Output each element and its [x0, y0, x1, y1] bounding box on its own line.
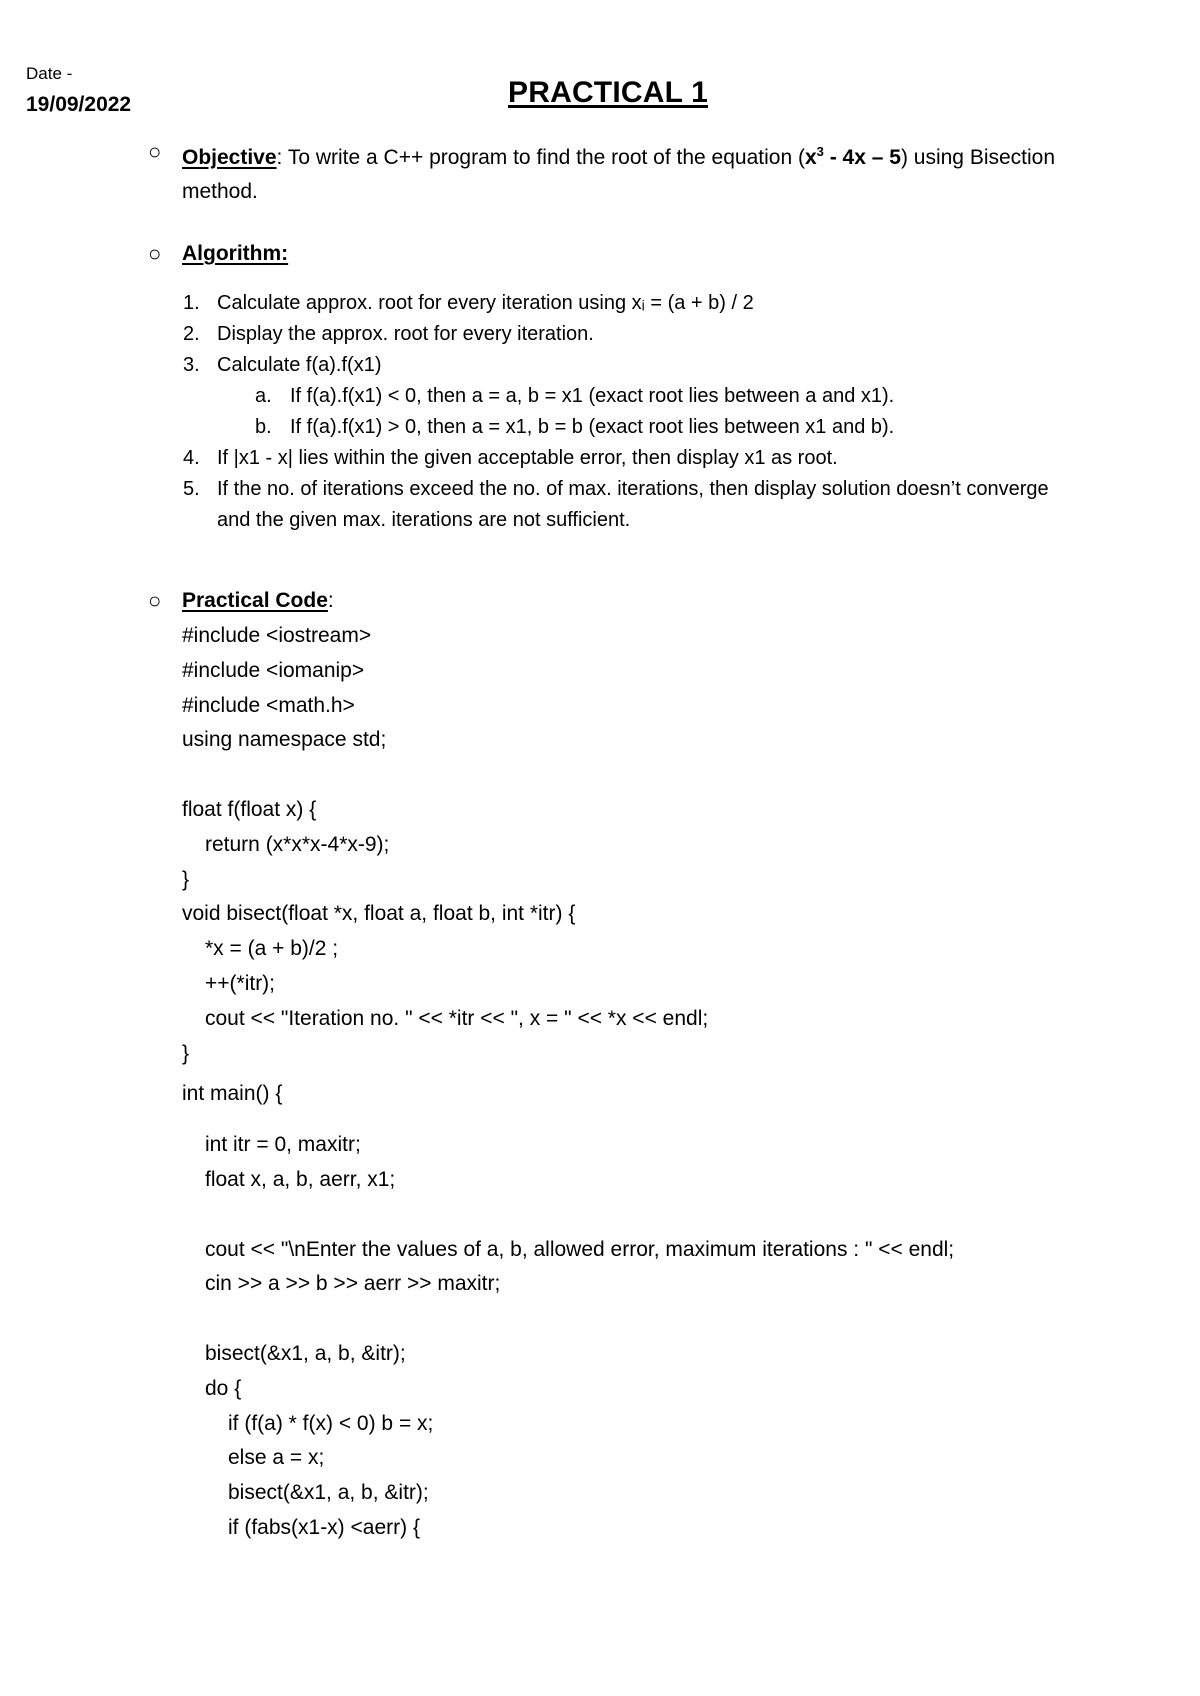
step-text: Calculate approx. root for every iteration using xᵢ = (a + b) / 2	[217, 292, 754, 314]
code-block	[182, 619, 954, 1546]
hollow-bullet-icon: ○	[148, 241, 162, 266]
objective-heading: Objective	[182, 146, 277, 169]
code-line: *x = (a + b)/2 ;	[205, 937, 339, 961]
code-line-blank	[182, 1302, 954, 1337]
code-heading-wrap	[182, 584, 334, 618]
code-line: if (fabs(x1-x) <aerr) {	[228, 1515, 420, 1539]
objective-text-after: ) using Bisection method.	[182, 146, 1056, 203]
code-section	[150, 584, 550, 618]
code-line: }	[182, 867, 190, 891]
code-line: bisect(&x1, a, b, &itr);	[228, 1481, 429, 1505]
date-label: Date -	[26, 64, 73, 83]
code-line: #include <iostream>	[182, 624, 372, 647]
step-number: 2.	[183, 323, 200, 345]
code-heading-colon: :	[327, 589, 334, 612]
code-line: cout << "Iteration no. " << *itr << ", x = " << *x << endl;	[205, 1006, 709, 1030]
code-line-blank	[182, 1198, 954, 1233]
code-line: int itr = 0, maxitr;	[205, 1133, 361, 1157]
algorithm-substep	[183, 412, 1083, 443]
code-line: }	[182, 1041, 190, 1065]
algorithm-step	[183, 350, 1083, 381]
step-text: If the no. of iterations exceed the no. of max. iterations, then display solution doesn’t converge and the given max. iterations are not sufficient.	[217, 478, 1049, 531]
algorithm-step	[183, 319, 1083, 350]
algorithm-heading: Algorithm:	[182, 242, 289, 265]
equation-exponent: 3	[816, 144, 824, 159]
substep-letter: a.	[255, 385, 272, 407]
equation-rest: - 4x – 5	[823, 146, 901, 169]
code-line-blank	[182, 758, 954, 793]
code-line: #include <iomanip>	[182, 658, 365, 682]
code-line: float x, a, b, aerr, x1;	[205, 1167, 396, 1191]
substep-text: If f(a).f(x1) < 0, then a = a, b = x1 (exact root lies between a and x1).	[290, 385, 895, 407]
code-line: if (f(a) * f(x) < 0) b = x;	[228, 1411, 434, 1435]
substep-text: If f(a).f(x1) > 0, then a = x1, b = b (exact root lies between x1 and b).	[290, 416, 895, 438]
step-text: Calculate f(a).f(x1)	[217, 354, 382, 376]
objective-text-before: : To write a C++ program to find the root of the equation (	[276, 146, 805, 169]
algorithm-step	[183, 288, 1083, 319]
objective-section	[150, 135, 1110, 205]
code-line: do {	[205, 1376, 242, 1400]
step-number: 1.	[183, 292, 200, 314]
objective-text	[182, 135, 1102, 209]
code-heading: Practical Code	[182, 589, 328, 612]
step-number: 4.	[183, 447, 200, 469]
hollow-bullet-icon: ○	[148, 588, 162, 613]
algorithm-step	[183, 474, 1083, 536]
code-line: int main() {	[182, 1082, 283, 1106]
algorithm-steps	[183, 288, 1083, 536]
step-text: Display the approx. root for every iteration.	[217, 323, 594, 345]
algorithm-substep	[183, 381, 1083, 412]
equation	[805, 146, 901, 169]
step-text: If |x1 - x| lies within the given acceptable error, then display x1 as root.	[217, 447, 838, 469]
substep-letter: b.	[255, 416, 272, 438]
code-line: #include <math.h>	[182, 693, 355, 717]
algorithm-heading-wrap	[182, 237, 288, 271]
code-line: void bisect(float *x, float a, float b, int *itr) {	[182, 902, 576, 926]
code-line: return (x*x*x-4*x-9);	[205, 832, 390, 856]
code-line: ++(*itr);	[205, 971, 276, 995]
code-line: using namespace std;	[182, 728, 387, 752]
code-line: bisect(&x1, a, b, &itr);	[205, 1341, 406, 1365]
code-line: cout << "\nEnter the values of a, b, allowed error, maximum iterations : " << endl;	[205, 1237, 955, 1261]
code-line: else a = x;	[228, 1446, 325, 1470]
algorithm-section	[150, 237, 550, 271]
step-number: 3.	[183, 354, 200, 376]
hollow-bullet-icon: ○	[148, 139, 162, 164]
equation-x: x	[804, 146, 817, 169]
date-value: 19/09/2022	[26, 93, 132, 116]
algorithm-step	[183, 443, 1083, 474]
step-number: 5.	[183, 478, 200, 500]
code-line: float f(float x) {	[182, 797, 317, 821]
page-title: PRACTICAL 1	[508, 76, 708, 109]
code-line: cin >> a >> b >> aerr >> maxitr;	[205, 1272, 501, 1296]
